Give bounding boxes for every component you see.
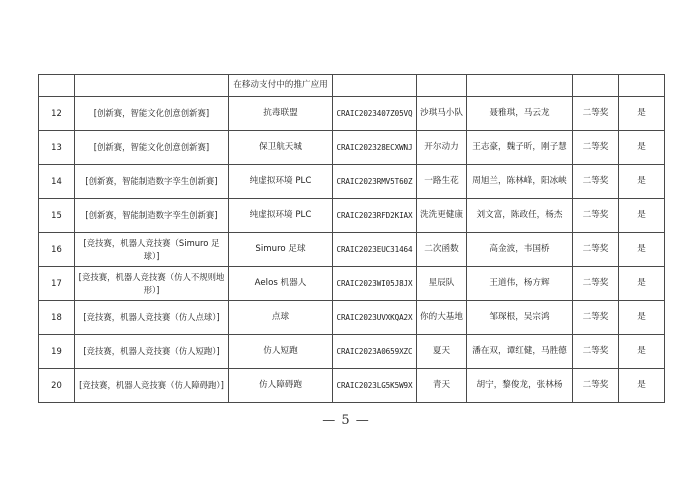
table-row (39, 301, 665, 335)
cell-track: [创新赛，智能文化创意创新赛] (75, 97, 229, 131)
cell-members: 聂雅琪，马云龙 (467, 97, 573, 131)
cell-team: 青天 (417, 369, 467, 403)
cell-code: CRAIC202328ECXWNJ (333, 131, 417, 165)
cell-flag: 是 (619, 97, 665, 131)
cell-no: 20 (39, 369, 75, 403)
cell-members: 潘在双，谭红健，马胜德 (467, 335, 573, 369)
cell-project: 纯虚拟环境 PLC (229, 165, 333, 199)
cell-code: CRAIC2023LG5K5W9X (333, 369, 417, 403)
cell-track (75, 75, 229, 97)
cell-flag: 是 (619, 301, 665, 335)
cell-members: 胡宁，黎俊龙，张林杨 (467, 369, 573, 403)
cell-project: 纯虚拟环境 PLC (229, 199, 333, 233)
cell-award: 二等奖 (573, 165, 619, 199)
cell-code: CRAIC2023WI05J8JX (333, 267, 417, 301)
cell-track: [竞技赛，机器人竞技赛（仿人短跑）] (75, 335, 229, 369)
cell-track: [竞技赛，机器人竞技赛（仿人点球）] (75, 301, 229, 335)
cell-team: 夏天 (417, 335, 467, 369)
table-row-continuation (39, 75, 665, 97)
table-row (39, 267, 665, 301)
cell-no: 18 (39, 301, 75, 335)
cell-track: [竞技赛，机器人竞技赛（仿人不规则地形）] (75, 267, 229, 301)
cell-members: 王志豪，魏子昕，刚子慧 (467, 131, 573, 165)
cell-no: 14 (39, 165, 75, 199)
cell-flag: 是 (619, 369, 665, 403)
table-row (39, 369, 665, 403)
cell-team: 你的大基地 (417, 301, 467, 335)
cell-team: 星辰队 (417, 267, 467, 301)
cell-project: 点球 (229, 301, 333, 335)
cell-members: 邹琛根，吴宗鸿 (467, 301, 573, 335)
cell-track: [竞技赛，机器人竞技赛（仿人障碍跑）] (75, 369, 229, 403)
cell-members: 高金波，韦国桥 (467, 233, 573, 267)
cell-award: 二等奖 (573, 335, 619, 369)
cell-team: 二次函数 (417, 233, 467, 267)
cell-members: 周旭兰，陈林峰，阳冰峡 (467, 165, 573, 199)
cell-no: 16 (39, 233, 75, 267)
cell-no: 19 (39, 335, 75, 369)
cell-code: CRAIC2023407Z05VQ (333, 97, 417, 131)
cell-award: 二等奖 (573, 233, 619, 267)
table-row (39, 233, 665, 267)
cell-project: 在移动支付中的推广应用 (229, 75, 333, 97)
cell-flag: 是 (619, 199, 665, 233)
cell-project: 抗毒联盟 (229, 97, 333, 131)
cell-award: 二等奖 (573, 369, 619, 403)
cell-team: 一路生花 (417, 165, 467, 199)
cell-flag: 是 (619, 165, 665, 199)
cell-team: 开尔动力 (417, 131, 467, 165)
cell-track: [竞技赛，机器人竞技赛（Simuro 足球）] (75, 233, 229, 267)
cell-no: 13 (39, 131, 75, 165)
cell-flag (619, 75, 665, 97)
cell-code: CRAIC2023A0659XZC (333, 335, 417, 369)
awards-table-body (39, 75, 665, 403)
cell-team: 洗洗更健康 (417, 199, 467, 233)
cell-members: 王道伟，杨方辉 (467, 267, 573, 301)
cell-project: Simuro 足球 (229, 233, 333, 267)
cell-track: [创新赛，智能文化创意创新赛] (75, 131, 229, 165)
cell-award (573, 75, 619, 97)
cell-code: CRAIC2023EUC31464 (333, 233, 417, 267)
cell-track: [创新赛，智能制造数字孪生创新赛] (75, 199, 229, 233)
cell-flag: 是 (619, 335, 665, 369)
cell-no (39, 75, 75, 97)
table-row (39, 335, 665, 369)
cell-team (417, 75, 467, 97)
cell-no: 15 (39, 199, 75, 233)
cell-flag: 是 (619, 267, 665, 301)
table-row (39, 131, 665, 165)
cell-flag: 是 (619, 233, 665, 267)
cell-track: [创新赛，智能制造数字孪生创新赛] (75, 165, 229, 199)
cell-code: CRAIC2023RFD2KIAX (333, 199, 417, 233)
awards-table (38, 74, 665, 403)
cell-award: 二等奖 (573, 131, 619, 165)
cell-project: 仿人障碍跑 (229, 369, 333, 403)
cell-project: 仿人短跑 (229, 335, 333, 369)
cell-award: 二等奖 (573, 97, 619, 131)
cell-flag: 是 (619, 131, 665, 165)
table-row (39, 199, 665, 233)
page-number: — 5 — (322, 413, 370, 428)
table-row (39, 165, 665, 199)
cell-code: CRAIC2023UVXKQA2X (333, 301, 417, 335)
cell-award: 二等奖 (573, 301, 619, 335)
cell-award: 二等奖 (573, 267, 619, 301)
cell-project: 保卫航天城 (229, 131, 333, 165)
cell-team: 沙琪马小队 (417, 97, 467, 131)
cell-members: 刘文富，陈政任，杨杰 (467, 199, 573, 233)
cell-members (467, 75, 573, 97)
cell-code (333, 75, 417, 97)
cell-no: 12 (39, 97, 75, 131)
cell-no: 17 (39, 267, 75, 301)
cell-project: Aelos 机器人 (229, 267, 333, 301)
cell-code: CRAIC2023RMV5T60Z (333, 165, 417, 199)
table-row (39, 97, 665, 131)
cell-award: 二等奖 (573, 199, 619, 233)
